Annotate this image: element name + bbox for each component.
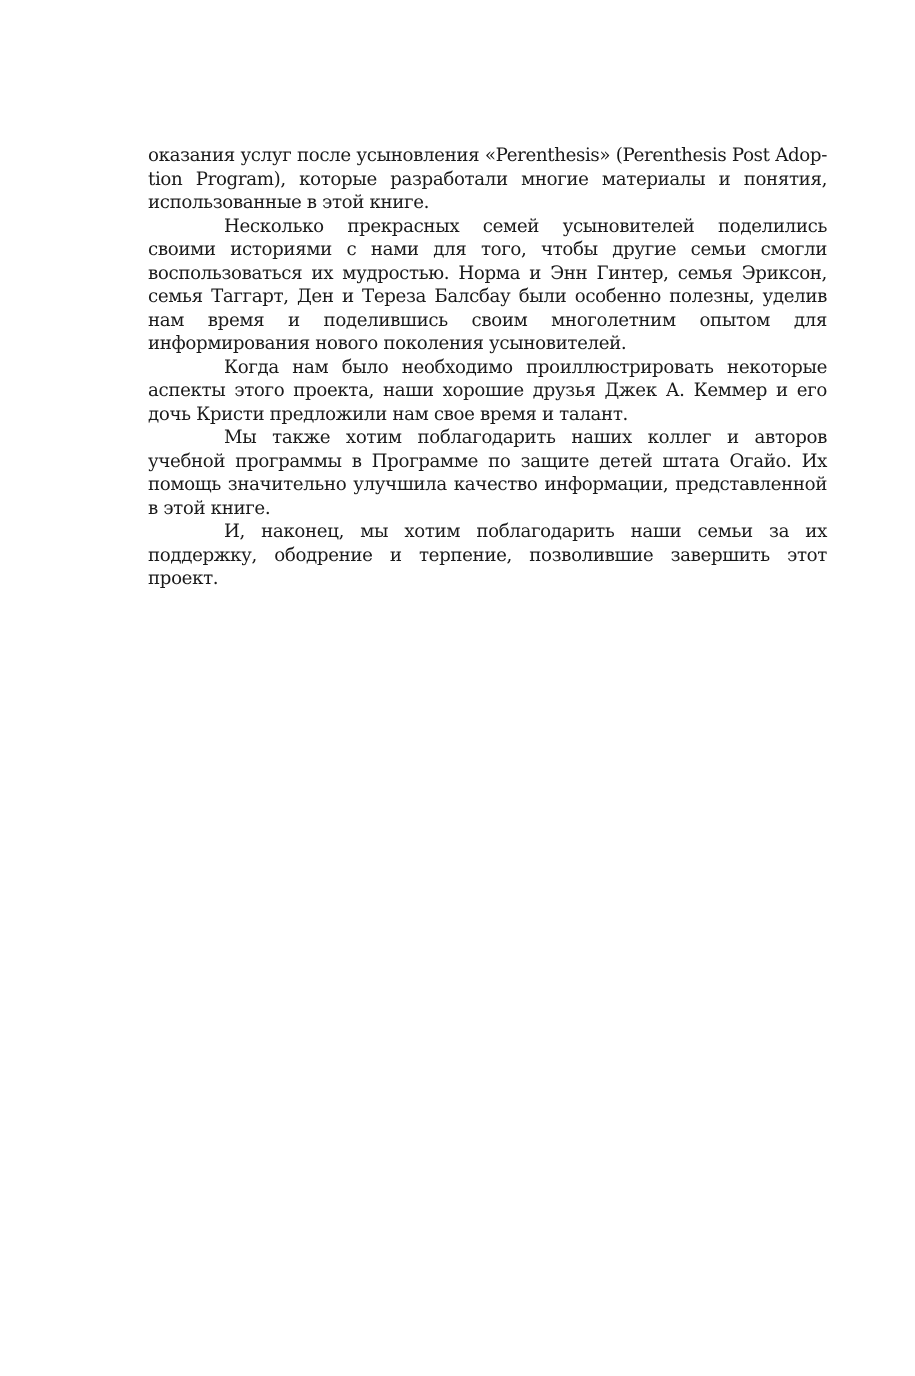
paragraph-continuation: оказания услуг после усыновления «Perenthesis» (Perenthesis Post Adop-tion Program), которые разработали многие материалы и понятия, использованные в этой книге. (148, 145, 827, 213)
paragraph-families: Несколько прекрасных семей усыновителей поделились своими историями с нами для того, чтобы другие семьи смогли воспользоваться их мудростью. Норма и Энн Гинтер, семья Эриксон, семья Таггарт, Ден и Тереза Балсбау были особенно полезны, уделив нам время и поделившись своим многолетним опытом для информирования нового поколения усыновителей. (148, 215, 827, 354)
paragraph-illustrations: Когда нам было необходимо проиллюстрировать некоторые аспекты этого проекта, наши хорошие друзья Джек А. Кеммер и его дочь Кристи предложили нам свое время и талант. (148, 356, 827, 425)
body-text (148, 144, 827, 591)
paragraph-families-thanks: И, наконец, мы хотим поблагодарить наши семьи за их поддержку, ободрение и терпение, позволившие завершить этот проект. (148, 521, 827, 589)
paragraph-colleagues: Мы также хотим поблагодарить наших коллег и авторов учебной программы в Программе по защите детей штата Огайо. Их помощь значительно улучшила качество информации, представленной в этой книге. (148, 427, 827, 519)
